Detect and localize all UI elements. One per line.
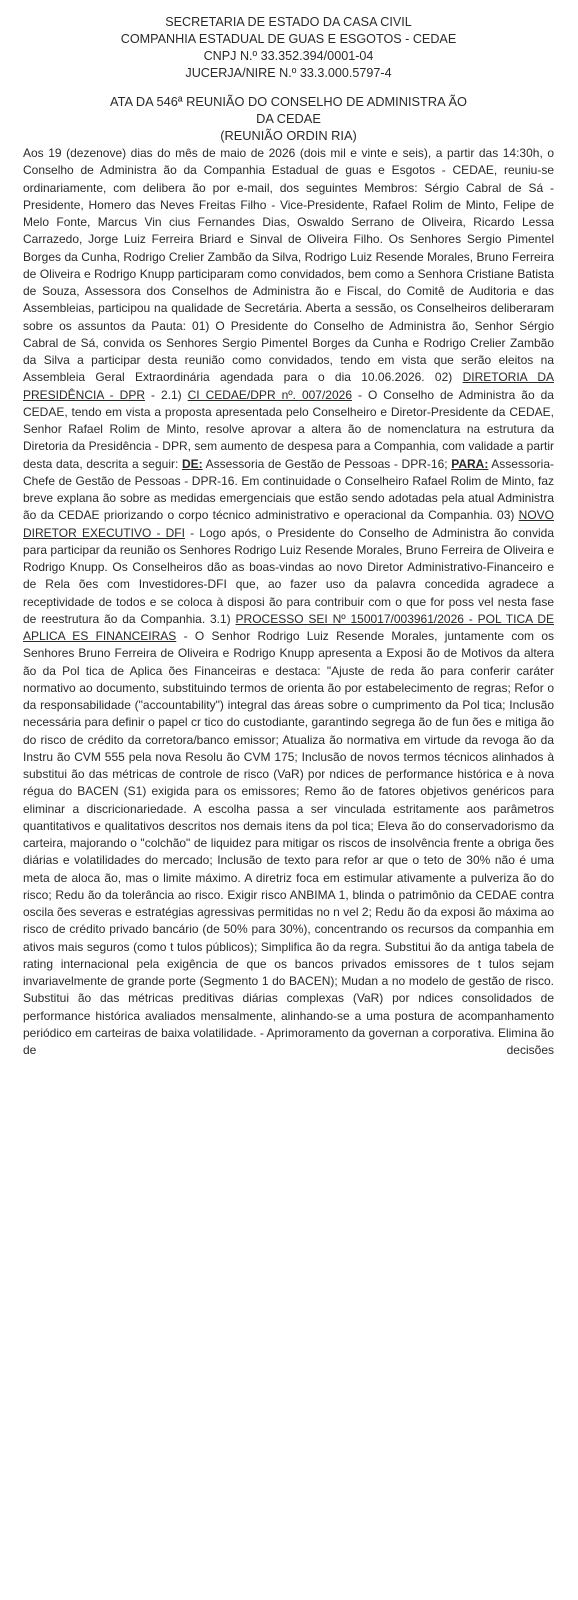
minutes-title (23, 93, 554, 144)
para-label: PARA: (451, 456, 489, 471)
header-secretaria: SECRETARIA DE ESTADO DA CASA CIVIL (165, 15, 412, 29)
de-label: DE: (181, 456, 203, 471)
body-text-4: Assessoria de Gestão de Pessoas - DPR-16; (202, 456, 452, 471)
processo-reference: PROCESSO SEI Nº 150017/003961/2026 - POL TICA DE APLICA ES FINANCEIRAS (23, 611, 554, 643)
body-text-3: - O Conselho de Administra ão da CEDAE, tendo em vista a proposta apresentada pelo Conselheiro e Diretor-Presidente da CEDAE, Senhor Rafael Rolim de Minto, resolve aprovar a altera ão de nomenclatura na estrutura da Diretoria da Presidência - DPR, sem aumento de despesa para a Companhia, com validade a partir desta data, descrita a seguir: (23, 387, 554, 471)
header-jucerja: JUCERJA/NIRE N.º 33.3.000.5797-4 (185, 66, 392, 80)
title-line-3: (REUNIÃO ORDIN RIA) (220, 128, 357, 143)
body-text-5: Assessoria-Chefe de Gestão de Pessoas - DPR-16. Em continuidade o Conselheiro Rafael Rolim de Minto, faz breve explana ão sobre as medidas emergenciais que estão sendo adotadas pela atual Administra ão da CEDAE priorizando o corpo técnico administrativo e operacional da Companhia. 03) (23, 456, 554, 523)
title-line-2: DA CEDAE (256, 111, 321, 126)
body-text-6: - Logo após, o Presidente do Conselho de Administra ão convida para participar da reunião os Senhores Rodrigo Luiz Resende Morales, Bruno Ferreira de Oliveira e Rodrigo Knupp. Os Conselheiros dão as boas-vindas ao novo Diretor Administrativo-Financeiro e de Rela ões com Investidores-DFI que, ao fazer uso da palavra concedida agradece a receptividade de todos e se coloca à disposi ão para contribuir com o que for poss vel nesta fase de reestrutura ão da Companhia. 3.1) (23, 525, 554, 626)
title-line-1: ATA DA 546ª REUNIÃO DO CONSELHO DE ADMINISTRA ÃO (110, 94, 467, 109)
header-cnpj: CNPJ N.º 33.352.394/0001-04 (203, 49, 374, 63)
body-text-opening: Aos 19 (dezenove) dias do mês de maio de 2026 (dois mil e vinte e seis), a partir das 14:30h, o Conselho de Administra ão da Companhia Estadual de guas e Esgotos - CEDAE, reuniu-se ordinariamente, com delibera ão por e-mail, dos seguintes Membros: Sérgio Cabral de Sá - Presidente, Homero das Neves Freitas Filho - Vice-Presidente, Rafael Rolim de Minto, Felipe de Melo Fonte, Marcus Vin cius Fernandes Dias, Oswaldo Serrano de Oliveira, Ricardo Lessa Carrazedo, Jorge Luiz Ferreira Briard e Sinval de Oliveira Filho. Os Senhores Sergio Pimentel Borges da Cunha, Rodrigo Crelier Zambão da Silva, Rodrigo Luiz Resende Morales, Bruno Ferreira de Oliveira e Rodrigo Knupp participaram como convidados, bem como a Senhora Cristiane Batista de Souza, Assessora dos Conselhos de Administra ão e Fiscal, do Comitê de Auditoria e das Assembleias, participou na qualidade de Secretária. Aberta a sessão, os Conselheiros deliberaram sobre os assuntos da Pauta: 01) O Presidente do Conselho de Administra ão, Senhor Sérgio Cabral de Sá, convida os Senhores Sergio Pimentel Borges da Cunha e Rodrigo Crelier Zambão da Silva a participar desta reunião como convidados, tendo em vista que serão eleitos na Assembleia Geral Extraordinária agendada para o dia 10.06.2026. 02) (23, 146, 554, 385)
dfi-heading: NOVO DIRETOR EXECUTIVO - DFI (23, 508, 554, 540)
document-header (23, 14, 554, 82)
minutes-body (23, 145, 554, 1059)
header-company: COMPANHIA ESTADUAL DE GUAS E ESGOTOS - CEDAE (120, 32, 457, 46)
dpr-heading: DIRETORIA DA PRESIDÊNCIA - DPR (23, 370, 554, 402)
body-text-7: - O Senhor Rodrigo Luiz Resende Morales, juntamente com os Senhores Bruno Ferreira de Oliveira e Rodrigo Knupp apresenta a Exposi ão de Motivos da altera ão da Pol tica de Aplica ões Financeiras e destaca: "Ajuste de reda ão para conferir caráter normativo ao documento, substituindo termos de orienta ão por estabelecimento de regras; Refor o da responsabilidade ("accountability") integral das áreas sobre o cumprimento da Pol tica; Inclusão necessária para definir o papel cr tico do custodiante, garantindo segrega ão de fun ões e mitiga ão do risco de crédito da corretora/banco emissor; Atualiza ão normativa em virtude da revoga ão da Instru ão CVM 555 pela nova Resolu ão CVM 175; Inclusão de novos termos técnicos alinhados à substitui ão das métricas de controle de risco (VaR) por ndices de performance histórica e à nova régua do BACEN (S1) exigida para os emissores; Remo ão de fatores objetivos genéricos para eliminar a discricionariedade. A escolha passa a ser vinculada estritamente aos parâmetros quantitativos e qualitativos descritos nos demais itens da pol tica; Eleva ão do conservadorismo da carteira, majorando o "colchão" de liquidez para mitigar os riscos de insolvência frente a obriga ões diárias e volatilidades do mercado; Inclusão de texto para refor ar que o teto de 30% não é uma meta de aloca ão, mas o limite máximo. A diretriz foca em estimular ativamente a pulveriza ão do risco; Redu ão da tolerância ao risco. Exigir risco ANBIMA 1, blinda o patrimônio da CEDAE contra oscila ões severas e estratégias agressivas permitidas no n vel 2; Redu ão da exposi ão máxima ao risco de crédito privado bancário (de 50% para 30%), concentrando os recursos da companhia em ativos mais seguros (como t tulos públicos); Simplifica ão da regra. Substitui ão da antiga tabela de rating internacional pela exigência de que os bancos privados emissores de t tulos sejam invariavelmente de grande porte (Segmento 1 do BACEN); Mudan a no modelo de gestão de risco. Substitui ão das métricas preditivas diárias complexas (VaR) por ndices consolidados de performance histórica avaliados mensalmente, alinhando-se a uma postura de acompanhamento periódico em carteiras de baixa volatilidade. - Aprimoramento da governan a corporativa. Elimina ão de decisões (23, 629, 554, 1057)
ci-reference: CI CEDAE/DPR nº. 007/2026 (187, 387, 353, 402)
body-text-2: - 2.1) (144, 387, 188, 402)
